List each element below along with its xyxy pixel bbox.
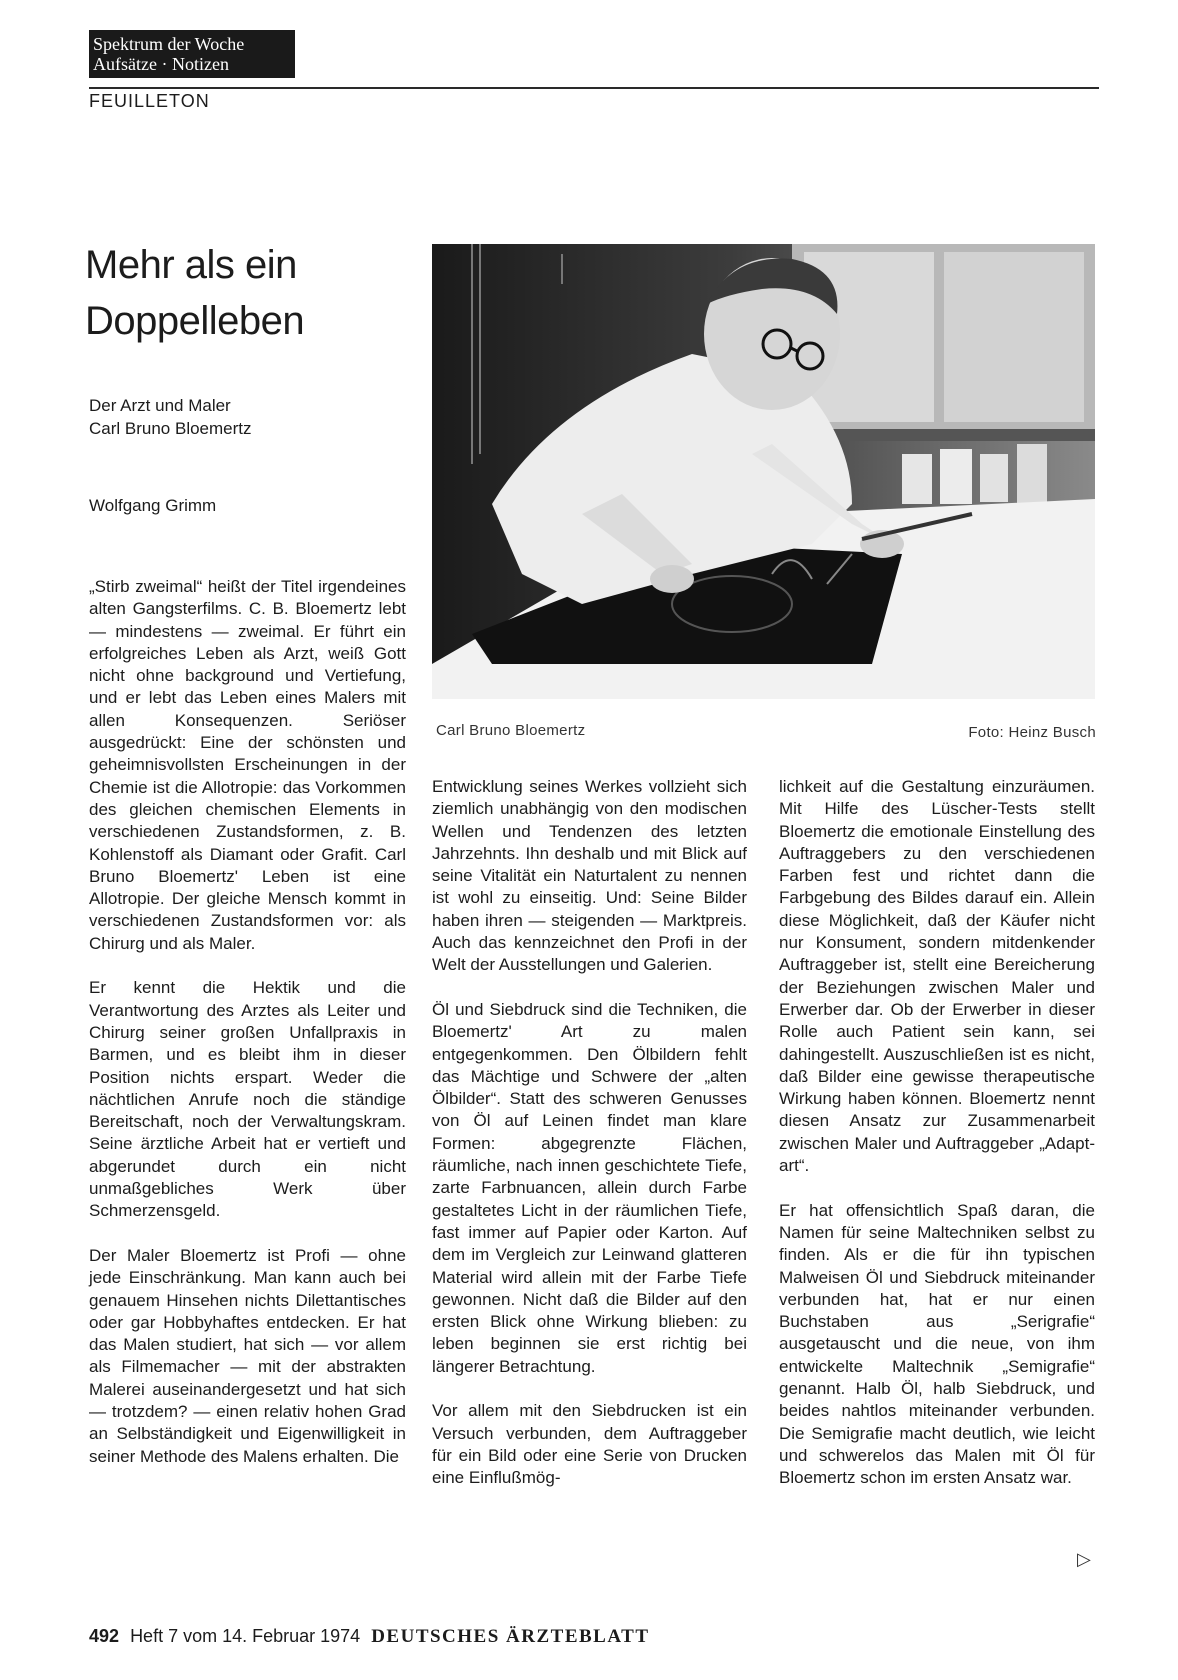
portrait-photo — [432, 244, 1095, 699]
masthead: DEUTSCHES ÄRZTEBLATT — [371, 1626, 650, 1647]
issue-info: Heft 7 vom 14. Februar 1974 — [130, 1626, 361, 1646]
section-label-line1: Spektrum der Woche — [93, 34, 245, 54]
page-footer — [89, 1626, 650, 1648]
paragraph: Öl und Siebdruck sind die Techniken, die Bloemertz' Art zu malen entgegenkommen. Den Ölbildern fehlt das Mächtige und Schwere der „alten Ölbilder“. Statt des schweren Genusses von Öl auf Leinen findet man klare Formen: abgegrenzte Flächen, räumliche, nach innen geschichtete Tiefe, zarte Farbnuancen, allein durch Farbe gestaltetes Licht in der räumlichen Tiefe, fast immer auf Papier oder Karton. Auf dem im Vergleich zur Leinwand glatteren Material wird allein mit der Farbe Tiefe gewonnen. Nicht daß die Bilder auf den ersten Blick ohne Wirkung blieben: zu leben beginnen sie erst richtig bei längerer Betrachtung. — [432, 999, 747, 1376]
section-label-line2: Aufsätze · Notizen — [93, 54, 229, 74]
paragraph: Der Maler Bloemertz ist Profi — ohne jede Einschränkung. Man kann auch bei genauem Hinsehen nichts Dilettantisches oder gar Hobbyhaftes entdecken. Er hat das Malen studiert, hat sich — vor allem als Filmemacher — mit der abstrakten Malerei auseinandergesetzt und hat sich — trotzdem? — einen relativ hohen Grad an Selbständigkeit und Eigenwilligkeit in seiner Methode des Malens erhalten. Die — [89, 1245, 406, 1466]
subtitle-line-2: Carl Bruno Bloemertz — [89, 419, 252, 438]
photo-caption: Carl Bruno Bloemertz — [436, 722, 586, 739]
paragraph: Er hat offensichtlich Spaß daran, die Namen für seine Maltechniken selbst zu finden. Als er die für ihn typischen Malweisen Öl und Siebdruck miteinander verbunden hat, hat er nur einen Buchstaben aus „Serigrafie“ ausgetauscht und die neue, von ihm entwickelte Maltechnik „Semigrafie“ genannt. Halb Öl, halb Siebdruck, und beides nahtlos miteinander verbunden. Die Semigrafie macht deutlich, wie leicht und schwerelos das Malen mit Öl für Bloemertz schon im ersten Ansatz war. — [779, 1200, 1095, 1488]
continue-arrow-icon: ▷ — [1077, 1549, 1091, 1569]
body-column-1 — [89, 576, 406, 1468]
paragraph: Er kennt die Hektik und die Verantwortung des Arztes als Leiter und Chirurg seiner großen Unfallpraxis in Barmen, und es bleibt ihm in dieser Position nichts erspart. Weder die nächtlichen Anrufe noch die ständige Bereitschaft, noch der Verwaltungskram. Seine ärztliche Arbeit hat er vertieft und abgerundet durch ein nicht unmaßgebliches Werk über Schmerzensgeld. — [89, 978, 406, 1221]
body-column-3 — [779, 776, 1095, 1490]
article-title: Mehr als ein Doppelleben — [85, 243, 305, 343]
paragraph: Entwicklung seines Werkes vollzieht sich ziemlich unabhängig von den modischen Wellen und Tendenzen des letzten Jahrzehnts. Ihn deshalb und mit Blick auf seine Vitalität ein Naturtalent zu nennen ist wohl zu einseitig. Und: Seine Bilder haben ihren — steigenden — Marktpreis. Auch das kennzeichnet den Profi in der Welt der Ausstellungen und Galerien. — [432, 777, 747, 975]
header-rule — [89, 87, 1099, 89]
paragraph: lichkeit auf die Gestaltung einzuräumen. Mit Hilfe des Lüscher-Tests stellt Bloemertz die emotionale Einstellung des Auftraggebers zu den verschiedenen Farben fest und richtet dann die Farbgebung des Bildes darauf ein. Allein diese Möglichkeit, daß der Käufer nicht nur Konsument, sondern mitdenkender Auftraggeber ist, stellt eine Bereicherung der Beziehungen zwischen Maler und Erwerber dar. Ob der Erwerber in dieser Rolle auch Patient sein kann, sei dahingestellt. Auszuschließen ist es nicht, daß Bilder eine gewisse therapeutische Wirkung haben können. Bloemertz nennt diesen Ansatz zur Zusammenarbeit zwischen Maler und Auftraggeber „Adapt-art“. — [779, 777, 1095, 1176]
paragraph: Vor allem mit den Siebdrucken ist ein Versuch verbunden, dem Auftraggeber für ein Bild oder eine Serie von Drucken eine Einflußmög- — [432, 1401, 747, 1488]
page-number: 492 — [89, 1626, 120, 1646]
section-label-box — [89, 30, 295, 78]
body-column-2 — [432, 776, 747, 1490]
subtitle-line-1: Der Arzt und Maler — [89, 396, 231, 415]
rubric-label: FEUILLETON — [89, 91, 210, 111]
article-author: Wolfgang Grimm — [89, 496, 217, 515]
photo-credit: Foto: Heinz Busch — [968, 724, 1096, 741]
paragraph: „Stirb zweimal“ heißt der Titel irgendeines alten Gangsterfilms. C. B. Bloemertz lebt — mindestens — zweimal. Er führt ein erfolgreiches Leben als Arzt, weiß Gott nicht ohne background und Vertiefung, und er lebt das Leben eines Malers mit allen Konsequenzen. Seriöser ausgedrückt: Eine der schönsten und geheimnisvollsten Erscheinungen in der Chemie ist die Allotropie: das Vorkommen des gleichen chemischen Elements in verschiedenen Zustandsformen, z. B. Kohlenstoff als Diamant oder Grafit. Carl Bruno Bloemertz' Leben ist eine Allotropie. Der gleiche Mensch kommt in verschiedenen Zustandsformen vor: als Chirurg und als Maler. — [89, 577, 406, 953]
article-subtitle — [89, 394, 252, 440]
